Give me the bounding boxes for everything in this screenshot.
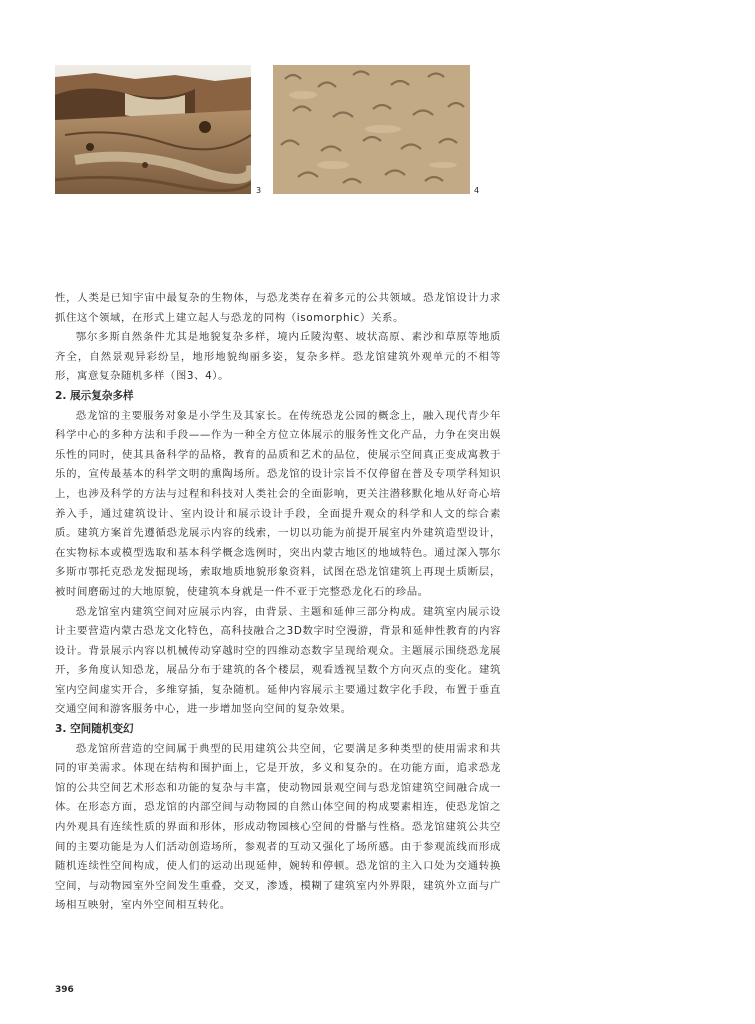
article-body (55, 289, 501, 916)
paragraph-interior-space: 恐龙馆室内建筑空间对应展示内容，由背景、主题和延伸三部分构成。建筑室内展示设计主要营造内蒙古恐龙文化特色，高科技融合之3D数字时空漫游，背景和延伸性教育的内容设计。背景展示内容以机械传动穿越时空的四维动态数字呈现给观众。主题展示围绕恐龙展开，多角度认知恐龙，展品分布于建筑的各个楼层，观看透视呈数个方向灭点的变化。建筑室内空间虚实开合，多维穿插，复杂随机。延伸内容展示主要通过数字化手段，布置于垂直交通空间和游客服务中心，进一步增加竖向空间的复杂效果。 (55, 605, 501, 716)
section-heading-2: 2. 展示复杂多样 (55, 389, 134, 402)
figure-3-landscape-photo (55, 65, 251, 194)
figure-4-number: 4 (474, 186, 480, 195)
figure-4-footprint-photo (273, 65, 470, 194)
paragraph-space-random: 恐龙馆所营造的空间属于典型的民用建筑公共空间，它要满足多种类型的使用需求和共同的审美需求。体现在结构和围护面上，它是开放，多义和复杂的。在功能方面，追求恐龙馆的公共空间艺术形态和功能的复杂与丰富，使动物园景观空间与恐龙馆建筑空间融合成一体。在形态方面，恐龙馆的内部空间与动物园的自然山体空间的构成要素相连，使恐龙馆之内外观具有连续性质的界面和形体，形成动物园核心空间的骨骼与性格。恐龙馆建筑公共空间的主要功能是为人们活动创造场所，参观者的互动又强化了场所感。由于参观流线而形成随机连续性空间构成，使人们的运动出现延伸，婉转和停顿。恐龙馆的主入口处为交通转换空间，与动物园室外空间发生重叠，交叉，渗透，模糊了建筑室内外界限，建筑外立面与广场相互映射，室内外空间相互转化。 (55, 742, 501, 912)
paragraph-exhibition-target: 恐龙馆的主要服务对象是小学生及其家长。在传统恐龙公园的概念上，融入现代青少年科学中心的多种方法和手段——作为一种全方位立体展示的服务性文化产品，力争在突出娱乐性的同时，使其具备科学的品格，教育的品质和艺术的品位，使展示空间真正变成寓教于乐的，宣传最基本的科学文明的熏陶场所。恐龙馆的设计宗旨不仅停留在普及专项学科知识上，也涉及科学的方法与过程和科技对人类社会的全面影响，更关注潜移默化地从好奇心培养入手，通过建筑设计、室内设计和展示设计手段，全面提升观众的科学和人文的综合素质。建筑方案首先遵循恐龙展示内容的线索，一切以功能为前提开展室内外建筑造型设计，在实物标本或模型选取和基本科学概念选例时，突出内蒙古地区的地域特色。通过深入鄂尔多斯市鄂托克恐龙发掘现场，索取地质地貌形象资料，试图在恐龙馆建筑上再现土质断层，被时间磨砺过的大地原貌，使建筑本身就是一件不亚于完整恐龙化石的珍品。 (55, 409, 501, 598)
figure-3-number: 3 (256, 186, 262, 195)
paragraph-ordos-landform: 鄂尔多斯自然条件尤其是地貌复杂多样，境内丘陵沟壑、坡状高原、素沙和草原等地质齐全，自然景观异彩纷呈，地形地貌绚丽多姿，复杂多样。恐龙馆建筑外观单元的不相等形，寓意复杂随机多样（图3、4）。 (55, 331, 501, 383)
section-heading-3: 3. 空间随机变幻 (55, 723, 134, 736)
page-number: 396 (55, 985, 74, 995)
paragraph-continued: 性，人类是已知宇宙中最复杂的生物体，与恐龙类存在着多元的公共领域。恐龙馆设计力求抓住这个领域，在形式上建立起人与恐龙的同构（isomorphic）关系。 (55, 292, 501, 324)
